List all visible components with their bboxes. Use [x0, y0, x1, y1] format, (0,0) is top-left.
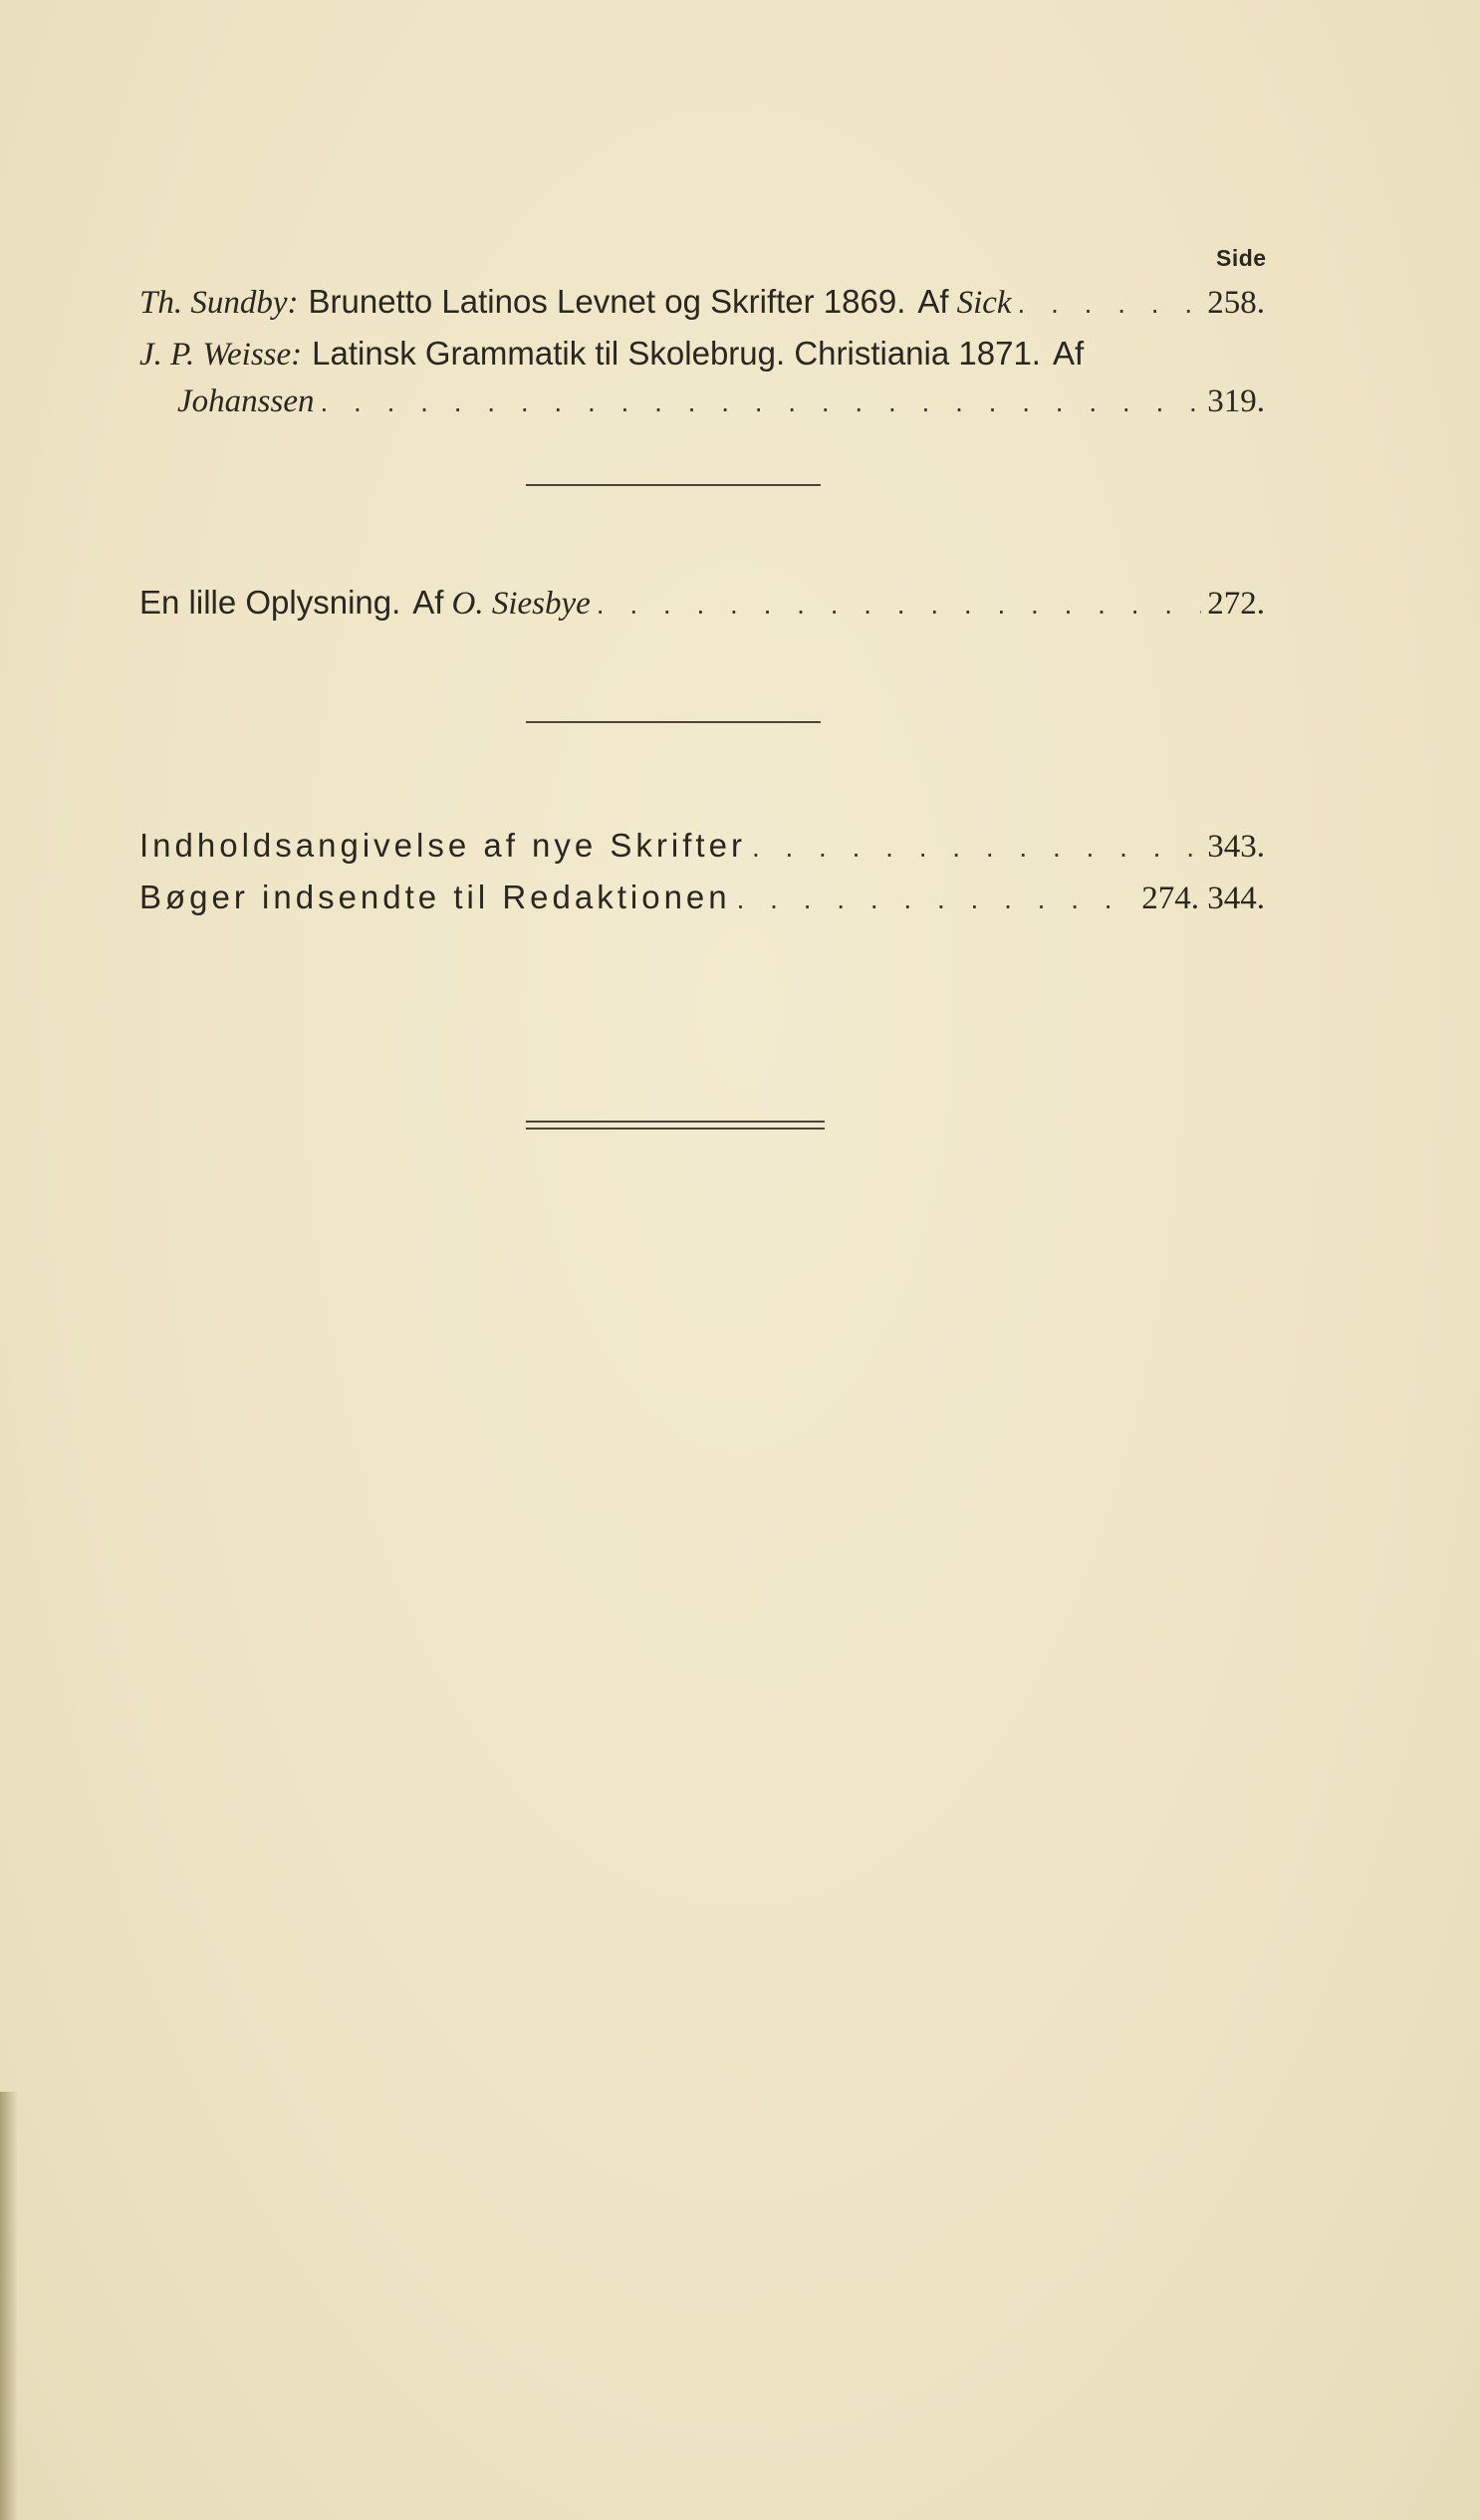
entry-title: Indholdsangivelse af nye Skrifter — [139, 827, 746, 864]
entry-oplysning — [139, 582, 1265, 626]
dot-leader — [752, 827, 1201, 869]
entry-title: Bøger indsendte til Redaktionen — [139, 879, 731, 915]
page-column-header: Side — [1216, 245, 1267, 271]
entry-page: 343. — [1207, 829, 1265, 865]
entry-weisse — [139, 333, 1265, 376]
dot-leader — [1018, 283, 1202, 325]
entry-by: Af — [1052, 335, 1085, 372]
entry-page: 258. — [1207, 285, 1265, 321]
dot-leader — [597, 584, 1201, 626]
dot-leader — [320, 381, 1201, 423]
entry-author: J. P. Weisse: — [139, 337, 303, 373]
entry-page: 272. — [1207, 586, 1265, 622]
entry-reviewer: O. Siesbye — [451, 586, 591, 622]
entry-page: 319. — [1207, 383, 1265, 419]
entry-title: En lille Oplysning. — [139, 584, 401, 621]
entry-weisse-continued — [177, 380, 1265, 423]
binding-edge-shadow — [0, 2092, 18, 2520]
entry-indholdsangivelse — [139, 825, 1265, 869]
entry-by: Af — [412, 584, 444, 621]
entry-reviewer: Sick — [956, 285, 1012, 321]
entry-by: Af — [917, 283, 949, 320]
entry-title: Latinsk Grammatik til Skolebrug. Christiania 1871. — [312, 335, 1041, 372]
entry-title: Brunetto Latinos Levnet og Skrifter 1869. — [308, 283, 906, 320]
section-divider — [526, 484, 821, 486]
entry-boger — [139, 877, 1265, 920]
entry-page: 274. 344. — [1141, 881, 1265, 916]
entry-sundby — [139, 281, 1265, 325]
section-divider — [526, 721, 821, 723]
end-divider — [526, 1121, 825, 1130]
entry-author: Th. Sundby: — [139, 285, 299, 321]
dot-leader — [737, 879, 1136, 920]
entry-reviewer: Johanssen — [177, 383, 315, 419]
